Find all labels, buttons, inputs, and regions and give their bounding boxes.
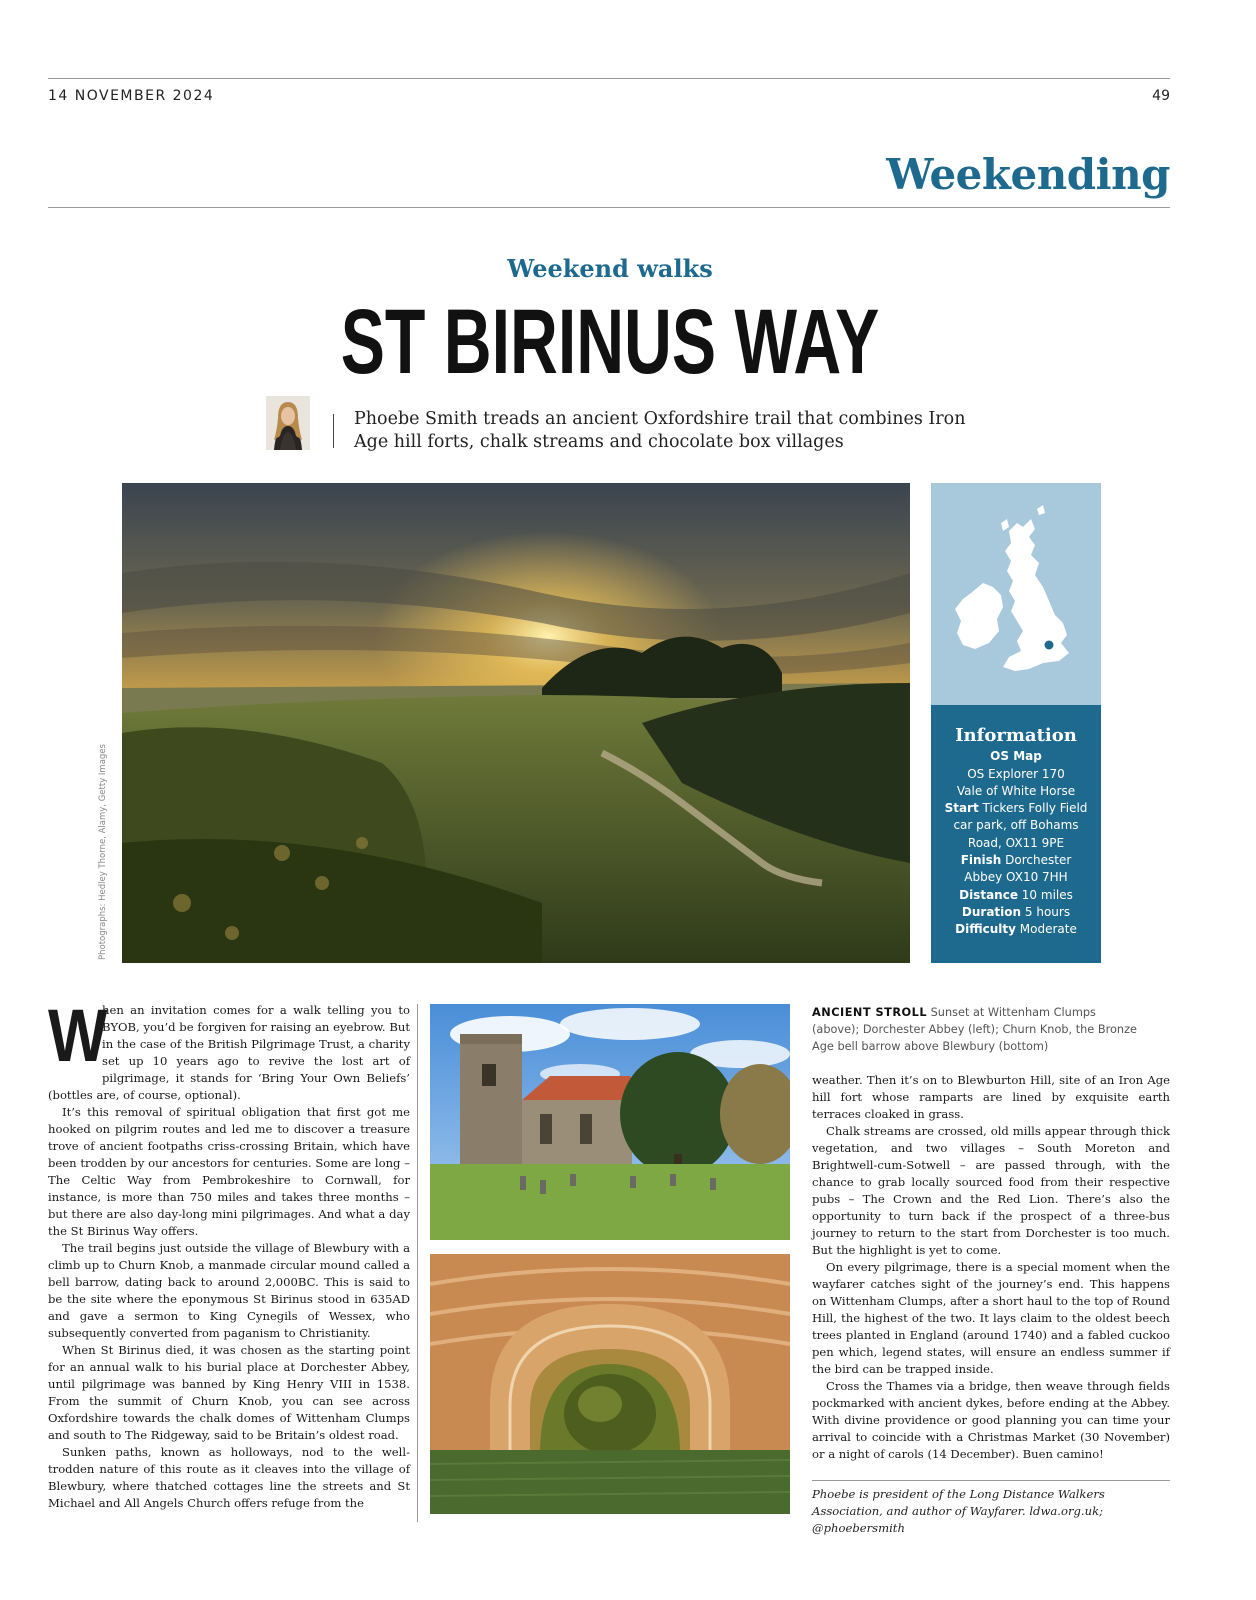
church-photo-dorchester-abbey bbox=[430, 1004, 790, 1240]
standfirst-divider bbox=[333, 414, 334, 448]
difficulty-label: Difficulty bbox=[955, 922, 1016, 937]
duration-value: 5 hours bbox=[1024, 904, 1071, 919]
body-paragraph: Sunken paths, known as holloways, nod to the well-trodden nature of this route as it cleaves into the village of Blewbury, where thatched cottages line the streets and St Michael and All Angels Church offers refuge from the bbox=[48, 1445, 410, 1510]
article-headline: ST BIRINUS WAY bbox=[340, 291, 880, 393]
information-box bbox=[931, 483, 1101, 963]
column-divider bbox=[417, 1004, 418, 1522]
finish-label: Finish bbox=[960, 853, 1002, 868]
body-column-right bbox=[812, 1072, 1170, 1463]
page-number: 49 bbox=[1152, 88, 1170, 104]
information-title: Information bbox=[955, 725, 1077, 746]
os-map-row bbox=[937, 748, 1095, 765]
finish-value-2: Abbey OX10 7HH bbox=[964, 870, 1068, 885]
duration-label: Duration bbox=[961, 904, 1022, 919]
body-paragraph: It’s this removal of spiritual obligation that first got me hooked on pilgrim routes and led me to discover a treasure trove of ancient footpaths criss-crossing Britain, which have been trodden by our ancestors for centuries. Some are long – The Celtic Way from Pembrokeshire to Cornwall, for instance, is more than 750 miles and takes three months – but there are also day-long mini pilgrimages. And what a day the St Birinus Way offers. bbox=[48, 1105, 410, 1238]
difficulty-row bbox=[937, 921, 1095, 938]
header-top-rule bbox=[48, 78, 1170, 79]
article-kicker: Weekend walks bbox=[507, 254, 713, 283]
author-photo bbox=[266, 396, 310, 450]
body-paragraph bbox=[48, 994, 410, 1104]
body-paragraph: Cross the Thames via a bridge, then weave through fields pockmarked with ancient dykes, before ending at the Abbey. With divine providence or good planning you can time your arrival to coincide with a Christmas Market (30 November) or a night of carols (14 December). Buen camino! bbox=[812, 1379, 1170, 1461]
section-title: Weekending bbox=[886, 150, 1170, 199]
photo-caption bbox=[812, 1004, 1142, 1055]
start-value-1: Tickers Folly Field bbox=[982, 801, 1088, 816]
body-paragraph: weather. Then it’s on to Blewburton Hill, site of an Iron Age hill fort whose ramparts are lined by exquisite earth terraces cloaked in grass. bbox=[812, 1073, 1170, 1121]
locator-map-panel bbox=[931, 483, 1101, 705]
os-map-value-1: OS Explorer 170 bbox=[967, 766, 1065, 781]
caption-text: Sunset at Wittenham Clumps (above); Dorchester Abbey (left); Churn Knob, the Bronze Age bell barrow above Blewbury (bottom) bbox=[812, 1006, 1137, 1053]
photo-credit: Photographs: Hedley Thorne, Alamy, Getty Images bbox=[98, 744, 108, 960]
body-paragraph: When St Birinus died, it was chosen as the starting point for an annual walk to his burial place at Dorchester Abbey, until pilgrimage was banned by King Henry VIII in 1538. From the summit of Churn Knob, you can see across Oxfordshire towards the chalk domes of Wittenham Clumps and south to The Ridgeway, said to be Britain’s oldest road. bbox=[48, 1343, 410, 1442]
uk-ireland-map-icon bbox=[931, 483, 1101, 705]
bio-rule bbox=[812, 1480, 1170, 1481]
finish-value-1: Dorchester bbox=[1005, 853, 1072, 868]
body-paragraph: On every pilgrimage, there is a special moment when the wayfarer catches sight of the journey’s end. This happens on Wittenham Clumps, after a short haul to the top of Round Hill, the highest of the two. It lays claim to the oldest beech trees planted in England (around 1740) and a fabled cuckoo pen which, legend states, will ensure an endless summer if the bird can be trapped inside. bbox=[812, 1260, 1170, 1376]
start-value-3: Road, OX11 9PE bbox=[967, 835, 1065, 850]
paragraph-text: hen an invitation comes for a walk telling you to BYOB, you’d be forgiven for raising an eyebrow. But in the case of the British Pilgrimage Trust, a charity set up 10 years ago to revive the lost art of pilgrimage, it stands for ‘Bring Your Own Beliefs’ (bottles are, of course, optional). bbox=[48, 1003, 410, 1102]
os-map-value-2: Vale of White Horse bbox=[956, 783, 1076, 798]
distance-value: 10 miles bbox=[1021, 887, 1073, 902]
duration-row bbox=[937, 904, 1095, 921]
header-bottom-rule bbox=[48, 207, 1170, 208]
start-row bbox=[937, 800, 1095, 817]
information-text bbox=[931, 705, 1101, 939]
os-map-label: OS Map bbox=[990, 749, 1042, 764]
location-dot-icon bbox=[1045, 641, 1054, 650]
distance-row bbox=[937, 887, 1095, 904]
finish-row bbox=[937, 852, 1095, 869]
caption-label: ANCIENT STROLL bbox=[812, 1006, 928, 1019]
article-standfirst: Phoebe Smith treads an ancient Oxfordshire trail that combines Iron Age hill forts, chalk streams and chocolate box villages bbox=[354, 409, 966, 452]
body-column-left bbox=[48, 994, 410, 1512]
difficulty-value: Moderate bbox=[1019, 922, 1077, 937]
body-paragraph: Chalk streams are crossed, old mills appear through thick vegetation, and two villages – South Moreton and Brightwell-cum-Sotwell – are passed through, with the chance to grab locally sourced food from their respective pubs – The Crown and the Red Lion. There’s also the opportunity to turn back if the prospect of a three-bus journey to return to the start from Dorchester is too much. But the highlight is yet to come. bbox=[812, 1124, 1170, 1257]
barrow-photo-churn-knob bbox=[430, 1254, 790, 1514]
start-value-2: car park, off Bohams bbox=[953, 818, 1079, 833]
drop-cap: W bbox=[48, 994, 108, 1077]
issue-date: 14 NOVEMBER 2024 bbox=[48, 88, 215, 104]
start-label: Start bbox=[944, 801, 979, 816]
body-paragraph: The trail begins just outside the village of Blewbury with a climb up to Churn Knob, a manmade circular mound called a bell barrow, dating back to around 2,000BC. This is said to be the site where the eponymous St Birinus stood in 635AD and gave a sermon to King Cynegils of Wessex, who subsequently converted from paganism to Christianity. bbox=[48, 1241, 410, 1340]
hero-photo-wittenham-clumps bbox=[122, 483, 910, 963]
distance-label: Distance bbox=[959, 887, 1018, 902]
author-bio: Phoebe is president of the Long Distance Walkers Association, and author of Wayfarer. ldwa.org.uk; @phoebersmith bbox=[812, 1487, 1105, 1535]
